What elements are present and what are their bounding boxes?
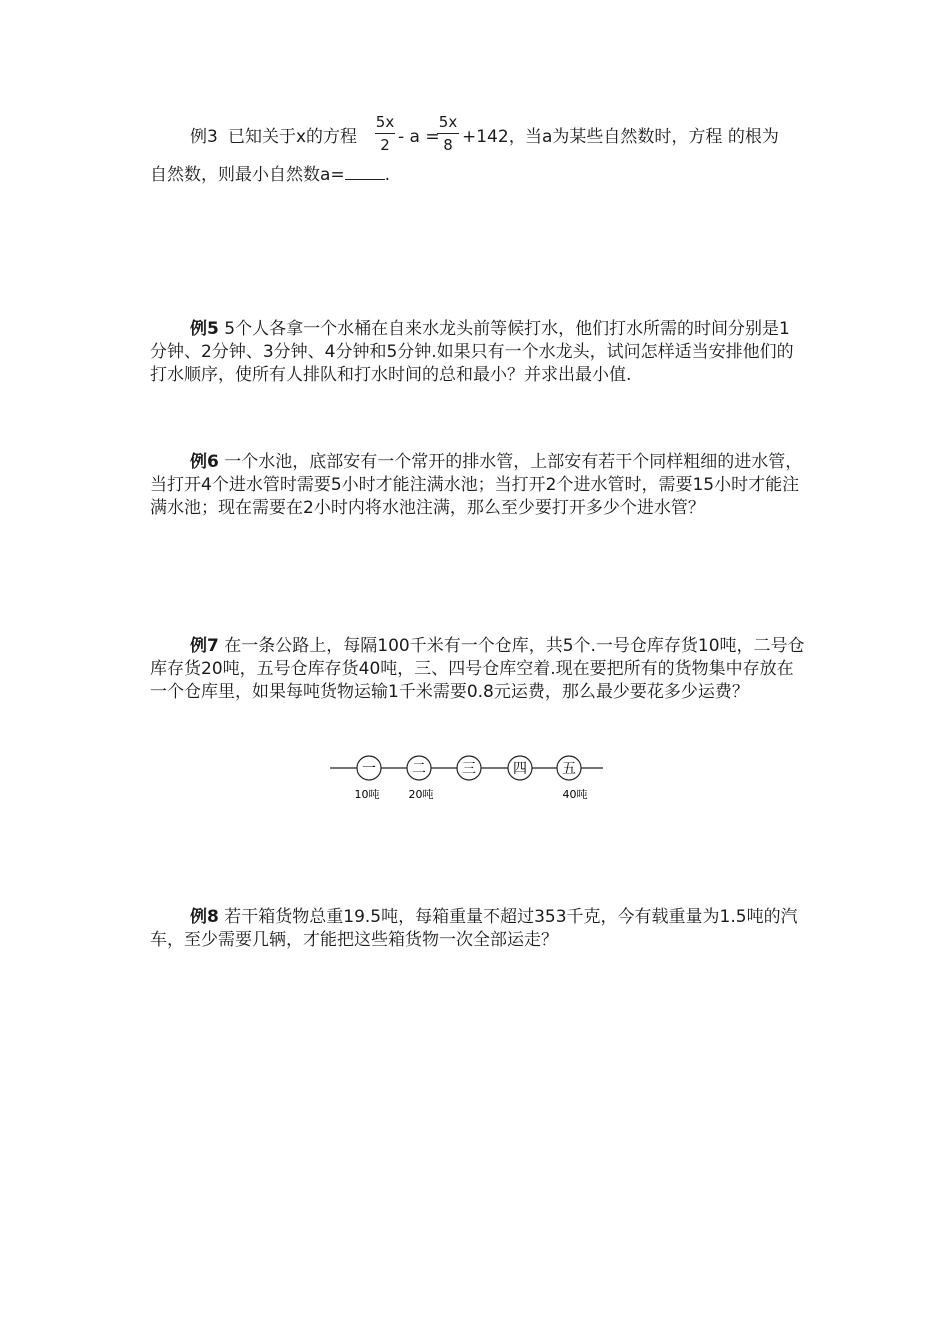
example-8 [150,906,805,952]
example-5-paragraph [150,318,805,387]
example-3-label: 例3 [190,127,218,147]
example-7 [150,635,805,704]
fraction-1-denominator: 2 [380,136,390,154]
example-6 [150,451,805,520]
warehouse-3-label: 三 [462,761,476,777]
fraction-2-numerator: 5x [438,113,458,131]
fraction-2-bar [437,133,459,134]
example-6-label: 例6 [190,452,219,472]
warehouse-2-label: 二 [412,761,426,777]
example-3-minus-a: - a = [398,127,440,147]
example-3 [150,112,805,186]
example-3-end: . [384,165,391,185]
example-6-paragraph [150,451,805,520]
example-8-label: 例8 [190,907,219,927]
example-8-paragraph [150,906,805,952]
example-5-text: 5个人各拿一个水桶在自来水龙头前等候打水，他们打水所需的时间分别是1分钟、2分钟、3分钟、4分钟和5分钟.如果只有一个水龙头，试问怎样适当安排他们的打水顺序，使所有人排队和打水时间的总和最小？并求出最小值. [150,319,794,385]
example-3-line-1 [150,112,805,162]
warehouse-4-label: 四 [513,761,527,777]
warehouse-5-load: 40吨 [562,788,588,801]
warehouse-1-label: 一 [362,761,376,777]
warehouse-5-label: 五 [562,761,576,777]
fraction-1-bar [375,133,395,134]
warehouse-2 [407,756,431,780]
example-7-text: 在一条公路上，每隔100千米有一个仓库，共5个.一号仓库存货10吨，二号仓库存货20吨，五号仓库存货40吨，三、四号仓库空着.现在要把所有的货物集中存放在一个仓库里，如果每吨货物运输1千米需要0.8元运费，那么最少要花多少运费？ [150,636,805,702]
example-3-post: 当a为某些自然数时，方程 的根为 [525,127,779,147]
warehouse-1 [357,756,381,780]
warehouse-1-load: 10吨 [354,788,380,801]
fraction-1-numerator: 5x [375,113,395,131]
example-5 [150,318,805,387]
example-3-plus: +142， [462,127,526,147]
example-3-line-2-text: 自然数，则最小自然数a= [150,165,345,185]
example-6-text: 一个水池，底部安有一个常开的排水管，上部安有若干个同样粗细的进水管，当打开4个进水管时需要5小时才能注满水池；当打开2个进水管时，需要15小时才能注满水池；现在需要在2小时内将水池注满，那么至少要打开多少个进水管？ [150,452,803,518]
fraction-2-denominator: 8 [443,136,453,154]
warehouse-3 [457,756,481,780]
answer-blank [345,165,385,180]
fraction-2 [437,112,459,155]
example-7-label: 例7 [190,636,219,656]
example-3-line-2 [150,164,805,186]
warehouse-5 [557,756,581,780]
example-7-paragraph [150,635,805,704]
warehouse-diagram [325,752,615,812]
example-5-label: 例5 [190,319,219,339]
example-8-text: 若干箱货物总重19.5吨，每箱重量不超过353千克，今有载重量为1.5吨的汽车，至少需要几辆，才能把这些箱货物一次全部运走？ [150,907,798,950]
warehouse-2-load: 20吨 [408,788,434,801]
example-3-pre: 已知关于x的方程 [228,127,358,147]
fraction-1 [375,112,395,155]
warehouse-4 [508,756,532,780]
